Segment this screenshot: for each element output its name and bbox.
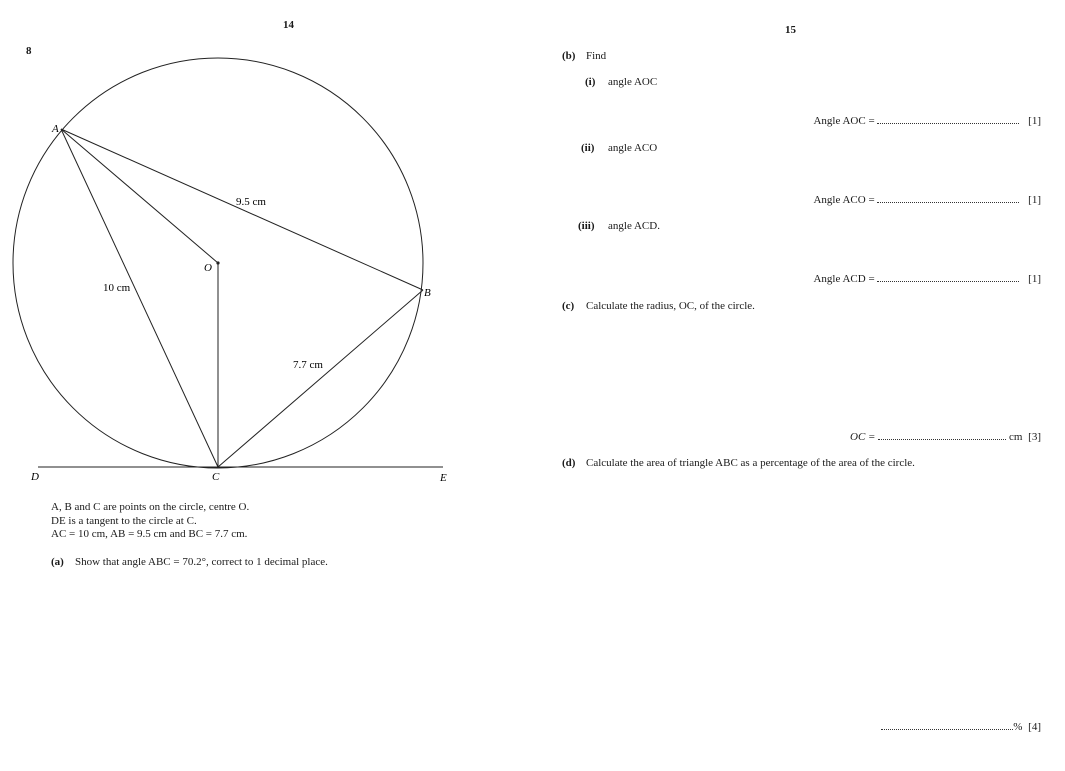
page-number-right: 15: [785, 24, 796, 36]
part-d: [562, 457, 915, 469]
point-label-b: B: [424, 287, 431, 299]
part-b-i: [585, 76, 657, 88]
marks-b-i: [1]: [1028, 115, 1041, 127]
circle-diagram: [0, 0, 470, 500]
answer-prefix-b-iii: Angle ACD =: [813, 273, 875, 285]
info-line-3: AC = 10 cm, AB = 9.5 cm and BC = 7.7 cm.: [51, 528, 248, 540]
answer-field-d[interactable]: [881, 721, 1013, 730]
part-b: [562, 50, 606, 62]
answer-line-b-iii: [813, 273, 1041, 285]
line-ao: [61, 129, 218, 263]
part-b-ii-text: angle ACO: [608, 142, 658, 154]
part-b-label: (b): [562, 50, 576, 62]
point-label-d: D: [31, 471, 39, 483]
question-number: 8: [26, 45, 32, 57]
answer-field-c[interactable]: [878, 431, 1006, 440]
length-label-ac: 10 cm: [103, 282, 131, 294]
answer-field-b-iii[interactable]: [877, 273, 1019, 282]
marks-b-ii: [1]: [1028, 194, 1041, 206]
part-b-i-text: angle AOC: [608, 76, 658, 88]
part-b-iii: [578, 220, 660, 232]
point-label-e: E: [440, 472, 447, 484]
part-b-text: Find: [586, 50, 607, 62]
line-ac: [61, 129, 218, 467]
length-label-bc: 7.7 cm: [293, 359, 323, 371]
info-line-2: DE is a tangent to the circle at C.: [51, 514, 197, 527]
part-b-i-label: (i): [585, 76, 596, 88]
page-number-left: 14: [283, 19, 294, 31]
point-label-o: O: [204, 262, 212, 274]
part-b-iii-label: (iii): [578, 220, 595, 232]
unit-c: cm: [1008, 431, 1023, 443]
point-label-c: C: [212, 471, 220, 483]
unit-d: %: [1013, 721, 1023, 733]
answer-field-b-i[interactable]: [877, 115, 1019, 124]
part-d-text: Calculate the area of triangle ABC as a percentage of the area of the circle.: [586, 457, 915, 469]
answer-prefix-b-i: Angle AOC =: [813, 115, 875, 127]
marks-d: [4]: [1028, 721, 1041, 733]
line-ab: [61, 129, 423, 290]
answer-line-c: [850, 431, 1041, 443]
part-a-text: Show that angle ABC = 70.2°, correct to 1 decimal place.: [75, 556, 328, 568]
answer-prefix-b-ii: Angle ACO =: [813, 194, 875, 206]
marks-b-iii: [1]: [1028, 273, 1041, 285]
marks-c: [3]: [1028, 431, 1041, 443]
part-c-label: (c): [562, 300, 575, 312]
part-b-ii-label: (ii): [581, 142, 595, 154]
part-d-label: (d): [562, 457, 576, 469]
answer-line-d: [881, 721, 1041, 733]
part-a: [51, 556, 328, 568]
part-b-ii: [581, 142, 657, 154]
info-block: [51, 501, 249, 542]
answer-field-b-ii[interactable]: [877, 194, 1019, 203]
part-c-text: Calculate the radius, OC, of the circle.: [586, 300, 755, 312]
info-line-1: A, B and C are points on the circle, centre O.: [51, 501, 250, 513]
answer-prefix-c: OC =: [850, 431, 876, 443]
part-c: [562, 300, 755, 312]
length-label-ab: 9.5 cm: [236, 196, 266, 208]
answer-line-b-ii: [813, 194, 1041, 206]
centre-dot: [216, 261, 219, 264]
point-label-a: A: [52, 123, 59, 135]
part-b-iii-text: angle ACD.: [608, 220, 660, 232]
part-a-label: (a): [51, 556, 64, 568]
answer-line-b-i: [813, 115, 1041, 127]
